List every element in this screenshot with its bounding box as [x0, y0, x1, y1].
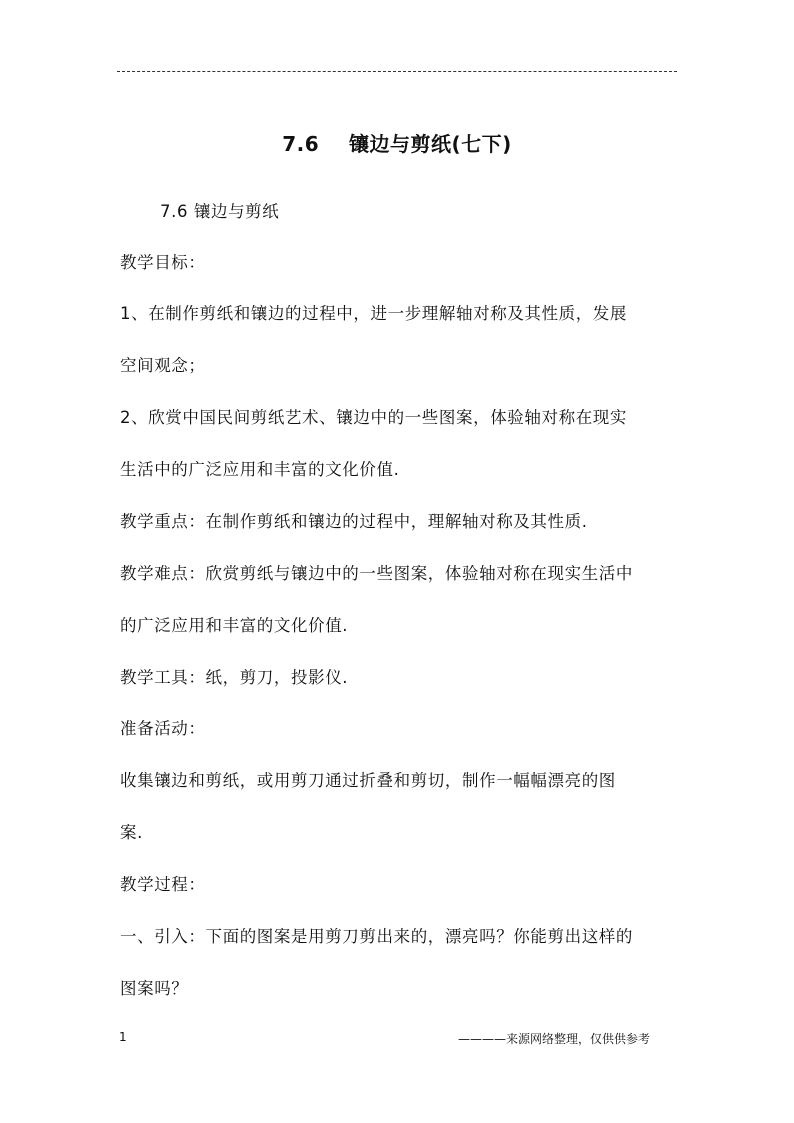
section-heading: 7.6 镶边与剪纸 — [160, 202, 280, 221]
body-line: 生活中的广泛应用和丰富的文化价值. — [120, 460, 400, 479]
body-line: 空间观念； — [120, 356, 206, 375]
document-title: 7.6 镶边与剪纸(七下) — [282, 132, 512, 156]
header-dashed-rule — [117, 71, 677, 72]
page-number: 1 — [119, 1030, 127, 1044]
body-line: 教学难点：欣赏剪纸与镶边中的一些图案，体验轴对称在现实生活中 — [120, 564, 633, 583]
body-line: 图案吗？ — [120, 979, 189, 998]
body-line: 教学工具：纸，剪刀，投影仪. — [120, 668, 349, 687]
body-line: 收集镶边和剪纸，或用剪刀通过折叠和剪切，制作一幅幅漂亮的图 — [120, 771, 616, 790]
body-line: 案. — [120, 823, 143, 842]
body-line: 的广泛应用和丰富的文化价值. — [120, 616, 349, 635]
footer-note: ————来源网络整理，仅供供参考 — [458, 1032, 651, 1046]
body-line: 教学过程： — [120, 875, 206, 894]
body-line: 准备活动： — [120, 719, 206, 738]
body-line: 教学重点：在制作剪纸和镶边的过程中，理解轴对称及其性质. — [120, 512, 588, 531]
body-line: 一、引入：下面的图案是用剪刀剪出来的，漂亮吗？你能剪出这样的 — [120, 927, 633, 946]
body-line: 2、欣赏中国民间剪纸艺术、镶边中的一些图案，体验轴对称在现实 — [120, 408, 627, 427]
body-line: 1、在制作剪纸和镶边的过程中，进一步理解轴对称及其性质，发展 — [120, 304, 627, 323]
body-line: 教学目标： — [120, 253, 206, 272]
